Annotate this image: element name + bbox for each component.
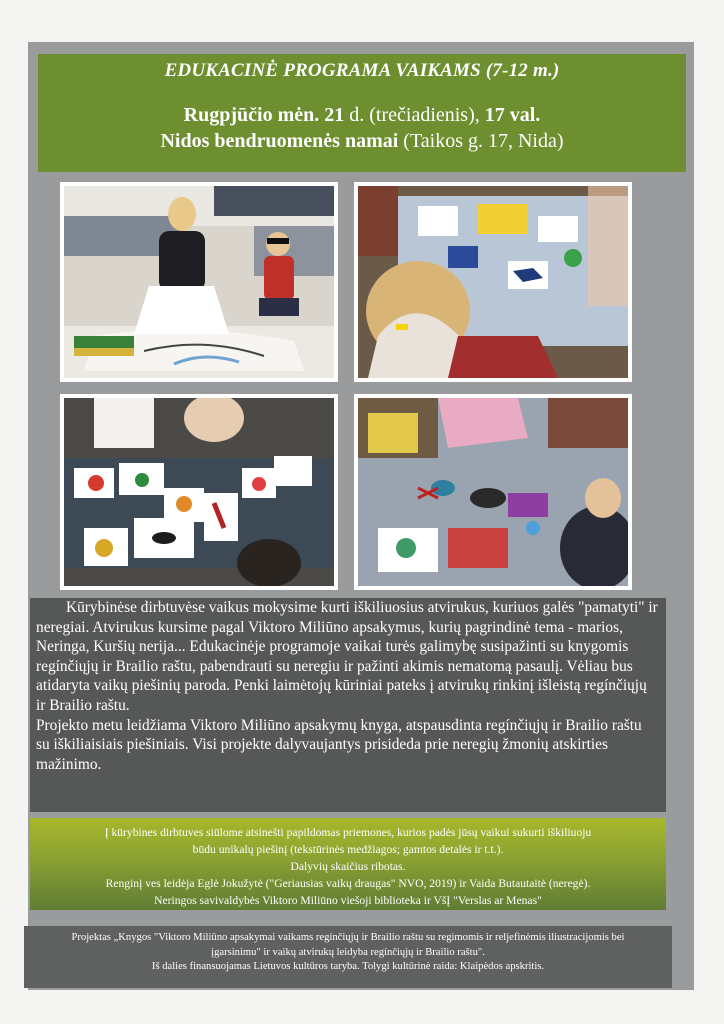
info-line-3: Dalyvių skaičius ribotas. (290, 860, 406, 873)
footer-line-2: įgarsinimu" ir vaikų atvirukų leidyba regínčiųjų ir Brailio raštu". (211, 946, 485, 958)
info-line-1: Į kūrybines dirbtuves siūlome atsinešti papildomas priemones, kurios padės jūsų vaikui sukurti iškiliuoju (104, 826, 592, 839)
workshop-photo-2 (354, 182, 632, 382)
event-info (30, 818, 666, 910)
info-line-4: Renginį ves leidėja Eglė Jokužytė ("Geriausias vaikų draugas" NVO, 2019) ir Vaida Butautaitė (neregė). (105, 877, 591, 890)
poster (28, 42, 694, 990)
workshop-photo-3 (60, 394, 338, 590)
description-paragraph-2: Projekto metu leidžiama Viktoro Miliūno apsakymų knyga, atspausdinta regínčiųjų ir Brailio raštu su iškiliaisiais piešiniais. Visi projekte dalyvaujantys prisideda prie neregių žmonių atskirties mažinimo. (36, 716, 642, 773)
description-paragraph-1: Kūrybinėse dirbtuvėse vaikus mokysime kurti iškiliuosius atvirukus, kuriuos galės "pamatyti" ir neregiai. Atvirukus kursime pagal Viktoro Miliūno apsakymus, kurių pagrindinė tema - marios, Neringa, Kuršių nerija... Edukacinėje programoje vaikai turės galimybę susipažinti su knygomis regínčiųjų ir Brailio raštu, pabendrauti su neregiu ir pažinti akimis nematomą pasaulį. Vėliau bus atidaryta vaikų piešinių paroda. Penki laimėtojų kūriniai pateks į atvirukų rinkinį išleistą regínčiųjų ir Brailio raštu. (36, 599, 658, 714)
project-footer (24, 926, 672, 988)
program-description (30, 598, 666, 812)
info-line-5: Neringos savivaldybės Viktoro Miliūno viešoji biblioteka ir VšĮ "Verslas ar Menas" (154, 894, 542, 907)
event-date: Rugpjūčio mėn. 21 d. (trečiadienis), 17 val. (183, 104, 541, 126)
workshop-photo-1 (60, 182, 338, 382)
footer-line-3: Iš dalies finansuojamas Lietuvos kultūros taryba. Tolygi kultūrinė raida: Klaipėdos apskritis. (151, 961, 545, 972)
footer-line-1: Projektas „Knygos "Viktoro Miliūno apsakymai vaikams regínčiųjų ir Brailio raštu su regimomis ir reljefinėmis iliustracijomis bei (71, 932, 625, 943)
info-line-2: būdu unikalų piešinį (tekstūrinės medžiagos; gamtos detalės ir t.t.). (192, 843, 504, 856)
event-title: EDUKACINĖ PROGRAMA VAIKAMS (7-12 m.) (164, 60, 560, 81)
event-header (38, 54, 686, 172)
event-place: Nidos bendruomenės namai (Taikos g. 17, Nida) (160, 130, 564, 152)
workshop-photo-4 (354, 394, 632, 590)
